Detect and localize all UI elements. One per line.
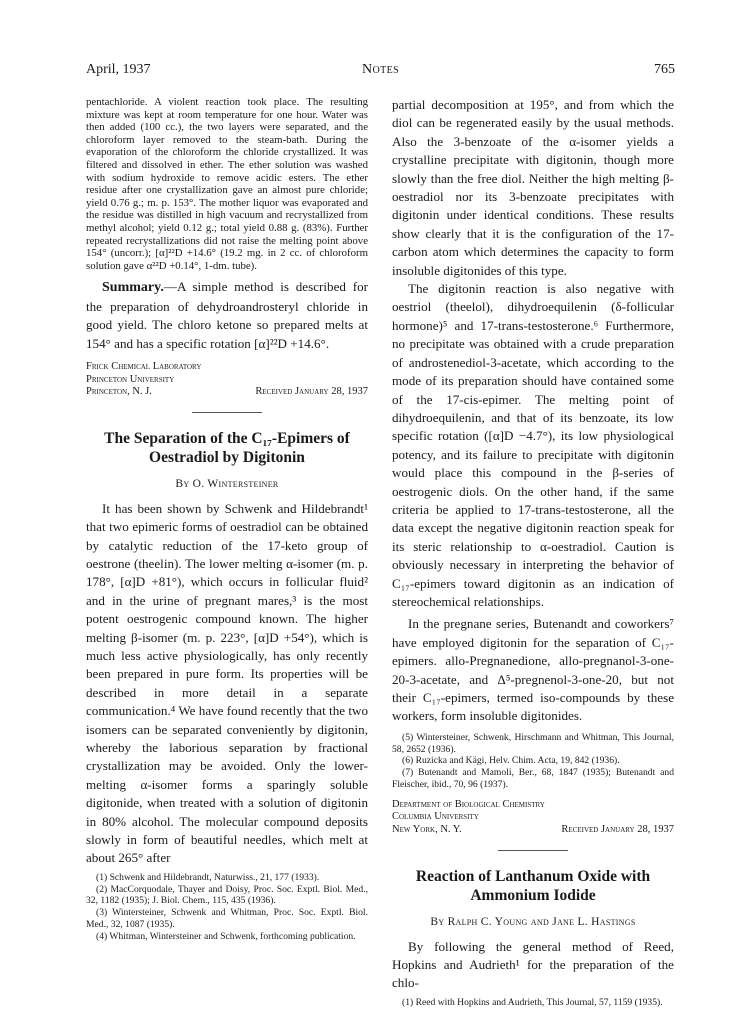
signature-block [86, 361, 368, 399]
footnote: (5) Wintersteiner, Schwenk, Hirschmann and Whitman, This Journal, 58, 2652 (1936). [392, 731, 674, 755]
body-paragraph: It has been shown by Schwenk and Hildebrandt¹ that two epimeric forms of oestradiol can be obtained by catalytic reduction of the 17-keto group of oestrone (theelin). The lower melting α-isomer (m. p. 178°, [α]D +81°), which occurs in follicular fluid² and in the urine of pregnant mares,³ is the most potent oestrogenic compound known. The higher melting β-isomer (m. p. 223°, [α]D +54°), which is much less active physiologically, has only recently been prepared in pure form. Its properties will be described in more detail in a separate communication.⁴ We have found recently that the two isomers can be separated conveniently by digitonin, whereby the laborious separation by fractional crystallization may be avoided. Only the lower-melting α-isomer forms a sparingly soluble digitonide, when treated with a solution of digitonin in 80% alcohol. The molecular compound deposits slowly in form of beautiful needles, which melt at about 265° after [86, 500, 368, 866]
footnote: (2) MacCorquodale, Thayer and Doisy, Proc. Soc. Exptl. Biol. Med., 32, 1182 (1935); J. Biol. Chem., 115, 435 (1936). [86, 883, 368, 907]
signature-block [392, 799, 674, 837]
two-column-body [86, 96, 675, 1008]
footnote: (1) Reed with Hopkins and Audrieth, This Journal, 57, 1159 (1935). [402, 996, 663, 1008]
left-column [86, 96, 368, 943]
affiliation-line: Department of Biological Chemistry [392, 798, 545, 810]
author-byline: By Ralph C. Young and Jane L. Hastings [430, 915, 636, 928]
body-paragraph: By following the general method of Reed, Hopkins and Audrieth¹ for the preparation of the chlo- [392, 938, 674, 991]
footnote: (1) Schwenk and Hildebrandt, Naturwiss., 21, 177 (1933). [96, 871, 320, 883]
received-date: Received January 28, 1937 [255, 386, 368, 398]
body-paragraph: In the pregnane series, Butenandt and coworkers⁷ have employed digitonin for the separation of C₁₇-epimers. allo-Pregnanedione, allo-pregnanol-3-one-20-3-acetate, and Δ⁵-pregnenol-3-one-20, but not their C₁₇-epimers, termed iso-compounds by these workers, form insoluble digitonides. [392, 616, 674, 724]
summary-paragraph [86, 278, 368, 353]
footnote: (6) Ruzicka and Kägi, Helv. Chim. Acta, 19, 842 (1936). [402, 755, 620, 767]
summary-text: —A simple method is described for the preparation of dehydroandrosteryl chloride in good yield. The chloro ketone so prepared melts at 154° and has a specific rotation [α]²²D +14.6°. [86, 279, 368, 351]
header-date: April, 1937 [86, 62, 151, 77]
article-title: Reaction of Lanthanum Oxide with Ammonium Iodide [415, 867, 651, 905]
footnotes [392, 997, 674, 1009]
footnote: (3) Wintersteiner, Schwenk and Whitman, Proc. Soc. Exptl. Biol. Med., 32, 1087 (1935). [86, 907, 368, 931]
section-divider [192, 412, 262, 413]
header-page-number: 765 [654, 62, 675, 77]
affiliation-line: Frick Chemical Laboratory [86, 360, 202, 372]
summary-label: Summary. [102, 280, 164, 296]
affiliation-line: Columbia University [392, 811, 479, 823]
received-date: Received January 28, 1937 [561, 823, 674, 835]
affiliation-line: Princeton, N. J. [86, 386, 152, 398]
article-title: The Separation of the C₁₇-Epimers of Oestradiol by Digitonin [104, 429, 350, 467]
footnote: (4) Whitman, Wintersteiner and Schwenk, forthcoming publication. [96, 930, 356, 942]
header-section: Notes [361, 62, 400, 77]
body-paragraph: The digitonin reaction is also negative with oestriol (theelol), dihydroequilenin (δ-follicular hormone)⁵ and 17-trans-testosterone.⁶ Furthermore, no precipitate was obtained with a crude preparation of androstenediol-3-acetate, which according to the mode of its preparation should have contained some of the 17-cis-epimer. The melting point of dihydroequilenin, and that of its benzoate, its low specific rotation ([α]D −4.7°), its low physiological potency, and its failure to precipitate with digitonin would place this compound in the β-series of oestrogenic diols. On the other hand, if the same criteria be applied to 17-trans-testosterone, all the data except the negative digitonin reaction speak for its steric relationship to α-oestradiol. Caution is obviously necessary in interpreting the behavior of C₁₇-epimers toward digitonin as an indication of stereochemical relationships. [392, 281, 674, 609]
affiliation-line: New York, N. Y. [392, 823, 462, 835]
section-divider [498, 850, 568, 851]
footnotes [86, 872, 368, 943]
body-paragraph: partial decomposition at 195°, and from which the diol can be regenerated easily by the usual methods. Also the 3-benzoate of the α-isomer yields a crystalline precipitate with digitonin, though more slowly than the free diol. Neither the high melting β-oestradiol nor its 3-benzoate precipitates with digitonin under identical conditions. These results show clearly that it is the configuration of the 17-carbon atom which determines the capacity to form insoluble digitonides of this type. [392, 97, 674, 278]
footnote: (7) Butenandt and Mamoli, Ber., 68, 1847 (1935); Butenandt and Fleischer, ibid., 70, 96 (1937). [392, 767, 674, 790]
running-header [86, 62, 675, 82]
footnotes [392, 732, 674, 791]
experimental-continuation: pentachloride. A violent reaction took place. The resulting mixture was kept at room temperature for one hour. Water was then added (100 cc.), the two layers were separated, and the chloroform layer removed to the steam-bath. During the evaporation of the chloroform the chloride crystallized. It was filtered and dissolved in ether. The ether solution was washed with sodium hydroxide to remove acidic esters. The ether residue after one crystallization gave an almost pure chloride; yield 0.76 g.; m. p. 153°. The mother liquor was evaporated and the residue was distilled in high vacuum and recrystallized from methyl alcohol; yield 0.12 g.; total yield 0.88 g. (83%). Further repeated recrystallizations did not raise the melting point above 154° (uncorr.); [α]²²D +14.6° (19.2 mg. in 2 cc. of chloroform solution gave α²²D +0.14°, 1-dm. tube). [86, 96, 368, 272]
author-byline: By O. Wintersteiner [175, 477, 279, 490]
right-column [392, 96, 674, 1009]
affiliation-line: Princeton University [86, 373, 175, 385]
